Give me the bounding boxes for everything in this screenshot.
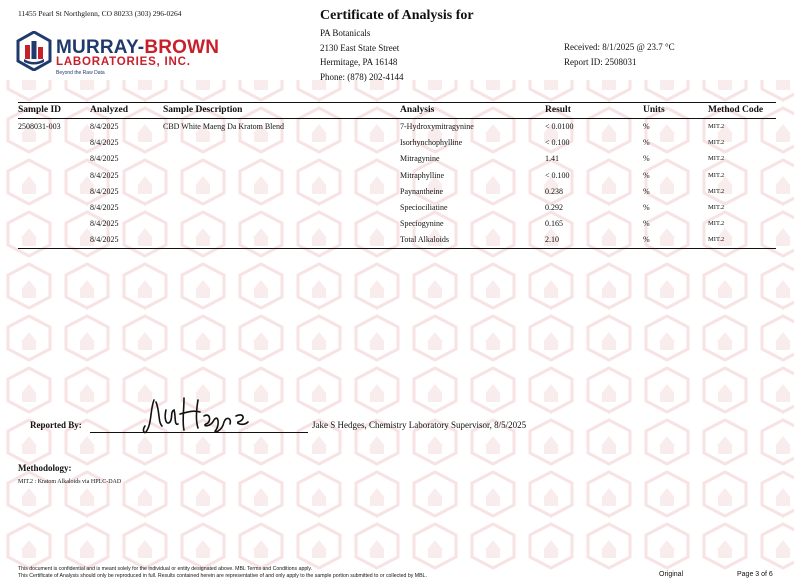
cell-description — [163, 232, 400, 248]
client-phone: Phone: (878) 202-4144 — [320, 71, 404, 82]
col-header-units: Units — [643, 103, 708, 118]
cell-description — [163, 167, 400, 183]
cell-result: 0.165 — [545, 219, 563, 229]
cell-result: < 0.0100 — [545, 121, 574, 131]
col-header-sample-id: Sample ID — [18, 103, 90, 118]
cell-result: 2.10 — [545, 232, 643, 248]
cell-analysis: Mitraphylline — [400, 170, 444, 180]
cell-analysis: Total Alkaloids — [400, 232, 545, 248]
cell-sample-id — [18, 151, 90, 167]
cell-analyzed: 8/4/2025 — [90, 137, 119, 147]
cell-method: MIT.2 — [708, 171, 725, 179]
cell-units: % — [643, 137, 650, 147]
cell-units: % — [643, 121, 650, 131]
footer-disclaimer — [18, 566, 427, 579]
cell-analyzed: 8/4/2025 — [90, 203, 119, 213]
table-row — [18, 167, 776, 183]
col-header-analyzed: Analyzed — [90, 103, 163, 118]
cell-analyzed: 8/4/2025 — [90, 170, 119, 180]
cell-method: MIT.2 — [708, 122, 725, 130]
cell-description — [163, 199, 400, 215]
disclaimer-line-1: This document is confidential and is meant solely for the individual or entity designated above. MBL Terms and Conditions apply. — [18, 566, 313, 572]
logo-tagline: Beyond the Raw Data — [56, 70, 105, 76]
cell-description — [163, 151, 400, 167]
cell-sample-id — [18, 167, 90, 183]
cell-description — [163, 134, 400, 150]
cell-analysis: Speciogynine — [400, 219, 444, 229]
signature-line — [90, 432, 308, 433]
receipt-block — [564, 40, 675, 69]
building-flask-icon — [16, 31, 52, 71]
logo-wordmark: MURRAY-BROWN — [56, 37, 220, 58]
certificate-title: Certificate of Analysis for — [320, 8, 474, 23]
cell-description — [163, 216, 400, 232]
reported-by-label: Reported By: — [30, 420, 82, 430]
client-block — [320, 26, 404, 84]
cell-method: MIT.2 — [708, 232, 776, 248]
table-row — [18, 216, 776, 232]
lab-address: 11455 Pearl St Northglenn, CO 80233 (303) 296-0264 — [18, 9, 182, 18]
cell-analyzed: 8/4/2025 — [90, 154, 119, 164]
cell-result: < 0.100 — [545, 170, 570, 180]
cell-analyzed: 8/4/2025 — [90, 186, 119, 196]
cell-method: MIT.2 — [708, 220, 725, 228]
methodology-item: MIT.2 : Kratom Alkaloids via HPLC-DAD — [18, 479, 122, 485]
cell-sample-id — [18, 199, 90, 215]
received-date: Received: 8/1/2025 @ 23.7 °C — [564, 42, 675, 52]
col-header-description: Sample Description — [163, 103, 400, 118]
cell-result: < 0.100 — [545, 137, 570, 147]
cell-analyzed: 8/4/2025 — [90, 121, 119, 131]
client-city: Hermitage, PA 16148 — [320, 57, 398, 67]
cell-analysis: 7-Hydroxymitragynine — [400, 121, 474, 131]
client-street: 2130 East State Street — [320, 42, 400, 53]
logo-subtitle: LABORATORIES, INC. — [56, 56, 191, 68]
cell-units: % — [643, 203, 650, 213]
col-header-result: Result — [545, 103, 643, 118]
cell-method: MIT.2 — [708, 138, 725, 146]
table-row — [18, 118, 776, 134]
table-row — [18, 134, 776, 150]
cell-sample-id — [18, 134, 90, 150]
cell-method: MIT.2 — [708, 204, 725, 212]
cell-analyzed: 8/4/2025 — [90, 232, 163, 248]
cell-analysis: Isorhynchophylline — [400, 137, 463, 147]
table-row — [18, 183, 776, 199]
table-row — [18, 199, 776, 215]
original-label: Original — [659, 571, 684, 578]
cell-method: MIT.2 — [708, 155, 725, 163]
cell-sample-id: 2508031-003 — [18, 121, 61, 131]
cell-units: % — [643, 186, 650, 196]
cell-units: % — [643, 219, 650, 229]
cell-analysis: Speciociliatine — [400, 203, 448, 213]
cell-units: % — [643, 232, 708, 248]
cell-result: 0.238 — [545, 186, 563, 196]
reporter-name: Jake S Hedges, Chemistry Laboratory Supervisor, 8/5/2025 — [312, 420, 527, 430]
cell-sample-id — [18, 183, 90, 199]
table-header-row — [18, 103, 776, 118]
results-table — [18, 103, 776, 249]
report-id: Report ID: 2508031 — [564, 56, 637, 67]
col-header-method: Method Code — [708, 103, 776, 118]
cell-analyzed: 8/4/2025 — [90, 219, 119, 229]
cell-description — [163, 183, 400, 199]
table-row — [18, 151, 776, 167]
handwritten-signature-icon — [140, 396, 260, 436]
cell-units: % — [643, 154, 650, 164]
cell-units: % — [643, 170, 650, 180]
cell-description: CBD White Maeng Da Kratom Blend — [163, 121, 284, 131]
page-number: Page 3 of 6 — [737, 571, 773, 578]
client-name: PA Botanicals — [320, 28, 371, 38]
cell-result: 0.292 — [545, 203, 563, 213]
table-row — [18, 232, 776, 248]
disclaimer-line-2: This Certificate of Analysis should only be reproduced in full. Results contained herein are representative of and only apply to the sample portion submitted to or collected by MBL. — [18, 572, 427, 579]
cell-sample-id — [18, 232, 90, 248]
lab-logo — [16, 27, 220, 79]
cell-analysis: Paynantheine — [400, 186, 444, 196]
cell-method: MIT.2 — [708, 187, 725, 195]
cell-result: 1.41 — [545, 154, 559, 164]
col-header-analysis: Analysis — [400, 103, 545, 118]
cell-analysis: Mitragynine — [400, 154, 440, 164]
methodology-title: Methodology: — [18, 463, 72, 473]
cell-sample-id — [18, 216, 90, 232]
